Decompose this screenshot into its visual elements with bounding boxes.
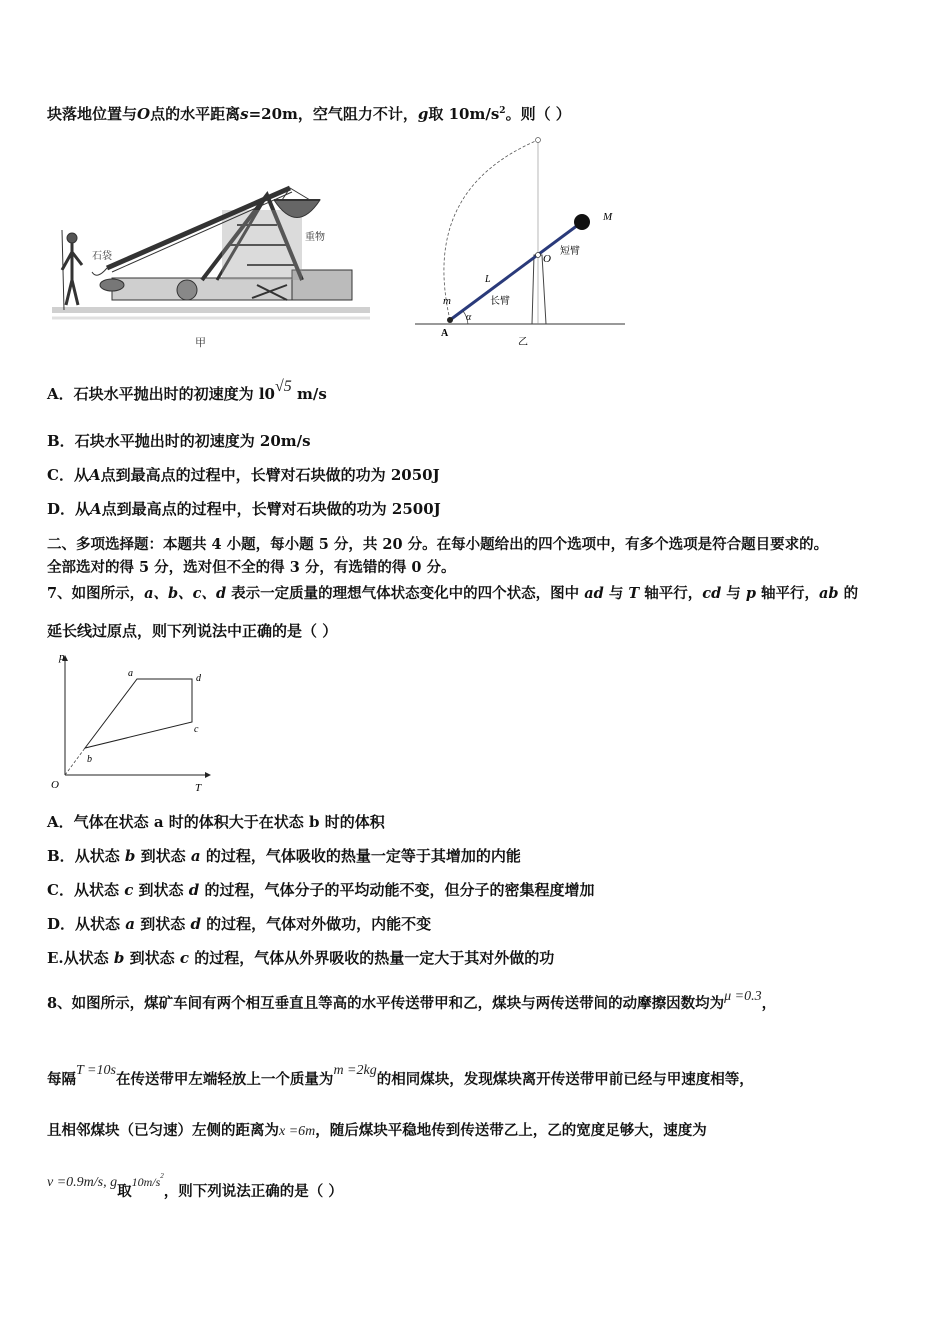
option-text: 的过程，气体分子的平均动能不变，但分子的密集程度增加 (199, 881, 595, 899)
q6-stem-text: 点的水平距离 (150, 105, 241, 123)
q6-stem-text: 块落地位置与 (47, 105, 138, 123)
label-stone-bag: 石袋 (92, 251, 112, 262)
q8-line3 (47, 1119, 707, 1140)
option-letter: B． (47, 432, 75, 450)
q8-g-value: 10m/s (131, 1175, 161, 1189)
q8-text: 的相同煤块，发现煤块离开传送带甲前已经与甲速度相等， (376, 1071, 754, 1088)
q7-option-a (47, 811, 385, 832)
label-long-arm: 长臂 (490, 296, 510, 307)
q7-text: 与 (603, 585, 629, 602)
q8-x: x =6m (279, 1124, 316, 1139)
label-d: d (196, 673, 201, 684)
q7-stem-line1 (47, 582, 858, 603)
q6-option-c (47, 464, 440, 485)
q7-var: a、b、c、d (144, 585, 227, 602)
option-text: 从状态 (73, 881, 125, 899)
q6-stem (47, 103, 571, 124)
label-p: p (59, 651, 65, 663)
option-var: c (179, 949, 189, 967)
label-c: c (194, 724, 199, 735)
option-letter: B． (47, 847, 75, 865)
label-origin: O (51, 779, 59, 791)
state-cycle (85, 679, 192, 748)
option-text: 石块水平抛出时的初速度为 20m/s (74, 432, 311, 450)
option-letter: A． (47, 385, 74, 403)
option-text: 气体在状态 a 时的体积大于在状态 b 时的体积 (73, 813, 385, 831)
option-letter: A． (47, 813, 74, 831)
q8-text: 每隔 (47, 1071, 76, 1088)
q8-T: T =10s (76, 1063, 116, 1078)
q8-text: ，则下列说法正确的是（ ） (163, 1183, 343, 1200)
q7-option-d (47, 913, 431, 934)
q6-option-d (47, 498, 441, 519)
option-text: 石块水平抛出时的初速度为 l0 (73, 385, 275, 403)
q6-var-s: s (240, 105, 249, 123)
q7-text: 轴平行， (755, 585, 820, 602)
q6-stem-text: 取 10m/s (428, 105, 500, 123)
label-M: M (603, 211, 613, 223)
q7-var: T (628, 585, 640, 602)
option-var: a (125, 915, 135, 933)
option-text: 从 (75, 500, 91, 518)
option-text: 的过程，气体从外界吸收的热量一定大于其对外做的功 (188, 949, 555, 967)
figure-jia-caption: 甲 (195, 336, 206, 349)
q6-var-O: O (137, 105, 151, 123)
option-letter: C． (47, 881, 74, 899)
q8-v: v =0.9m/s, g (47, 1175, 118, 1190)
option-text: 点到最高点的过程中，长臂对石块做的功为 2500J (101, 500, 441, 518)
q7-option-c (47, 879, 595, 900)
q6-option-a (47, 378, 327, 404)
q8-text: 8、如图所示，煤矿车间有两个相互垂直且等高的水平传送带甲和乙，煤块与两传送带间的动摩擦因数均为 (47, 995, 725, 1012)
option-var: b (124, 847, 136, 865)
q6-stem-text: 。则（ ） (505, 105, 571, 123)
q7-var: ab (819, 585, 839, 602)
q8-text: ，随后煤块平稳地传到传送带乙上，乙的宽度足够大，速度为 (315, 1122, 707, 1139)
lever-schematic (410, 130, 630, 345)
option-text: 的过程，气体对外做功，内能不变 (200, 915, 432, 933)
q8-text: 且相邻煤块（已匀速）左侧的距离为 (47, 1122, 279, 1139)
ab-extension (65, 748, 85, 775)
q7-text: 与 (721, 585, 746, 602)
label-T: T (195, 782, 202, 794)
label-a: a (128, 668, 133, 679)
q7-option-e (47, 947, 554, 968)
label-b: b (87, 754, 92, 765)
q7-text: 轴平行， (639, 585, 703, 602)
figure-yi-caption: 乙 (518, 337, 528, 345)
q7-text: 表示一定质量的理想气体状态变化中的四个状态，图中 (226, 585, 585, 602)
option-text: 到状态 (134, 915, 191, 933)
option-letter: C． (47, 466, 74, 484)
option-text: 从状态 (63, 949, 114, 967)
option-unit: m/s (291, 385, 327, 403)
q6-option-b (47, 430, 311, 451)
q7-stem-line2: 延长线过原点，则下列说法中正确的是（ ） (47, 622, 338, 640)
option-text: 的过程，气体吸收的热量一定等于其增加的内能 (200, 847, 521, 865)
label-A: A (441, 328, 449, 339)
option-text: 到状态 (135, 847, 191, 865)
trebuchet-illustration (52, 160, 370, 325)
option-letter: D． (47, 500, 76, 518)
label-O: O (543, 253, 551, 265)
sqrt-five: √5 (275, 378, 292, 395)
label-short-arm: 短臂 (560, 246, 580, 257)
q8-line1 (47, 989, 777, 1013)
label-m: m (443, 295, 451, 307)
q8-line4 (47, 1172, 343, 1201)
q8-text: 在传送带甲左端轻放上一个质量为 (115, 1071, 334, 1088)
q8-text: ， (761, 995, 777, 1012)
label-alpha: α (466, 312, 472, 323)
q7-var: cd (702, 585, 722, 602)
option-text: 从状态 (74, 847, 125, 865)
option-var: A (88, 466, 101, 484)
q7-var: ad (584, 585, 604, 602)
q8-m: m =2kg (333, 1063, 377, 1078)
option-letter: E. (47, 949, 64, 967)
option-text: 到状态 (124, 949, 180, 967)
option-text: 到状态 (133, 881, 189, 899)
label-weight: 重物 (305, 232, 325, 243)
option-text: 点到最高点的过程中，长臂对石块做的功为 2050J (100, 466, 440, 484)
q8-g-superscript: 2 (160, 1172, 164, 1181)
option-text: 从状态 (75, 915, 126, 933)
q8-mu: μ =0.3 (724, 989, 762, 1004)
option-var: A (90, 500, 102, 518)
q7-var: p (745, 585, 756, 602)
q6-var-g: g (417, 105, 429, 123)
q7-option-b (47, 845, 521, 866)
option-var: d (188, 881, 200, 899)
label-L: L (485, 274, 491, 285)
pt-graph (42, 648, 217, 798)
option-text: 从 (73, 466, 89, 484)
section2-line2: 全部选对的得 5 分，选对但不全的得 3 分，有选错的得 0 分。 (47, 559, 456, 576)
q7-text: 的 (838, 585, 859, 602)
option-var: a (190, 847, 201, 865)
section2-line1: 二、多项选择题：本题共 4 小题，每小题 5 分，共 20 分。在每小题给出的四个选项中，有多个选项是符合题目要求的。 (47, 536, 829, 553)
q8-line2 (47, 1063, 754, 1089)
q7-text: 7、如图所示， (47, 585, 145, 602)
q8-text: 取 (117, 1183, 132, 1200)
option-var: c (124, 881, 134, 899)
option-var: b (113, 949, 125, 967)
q6-superscript: 2 (499, 106, 506, 116)
option-var: d (190, 915, 201, 933)
option-letter: D． (47, 915, 76, 933)
q6-stem-text: =20m，空气阻力不计， (248, 105, 418, 123)
